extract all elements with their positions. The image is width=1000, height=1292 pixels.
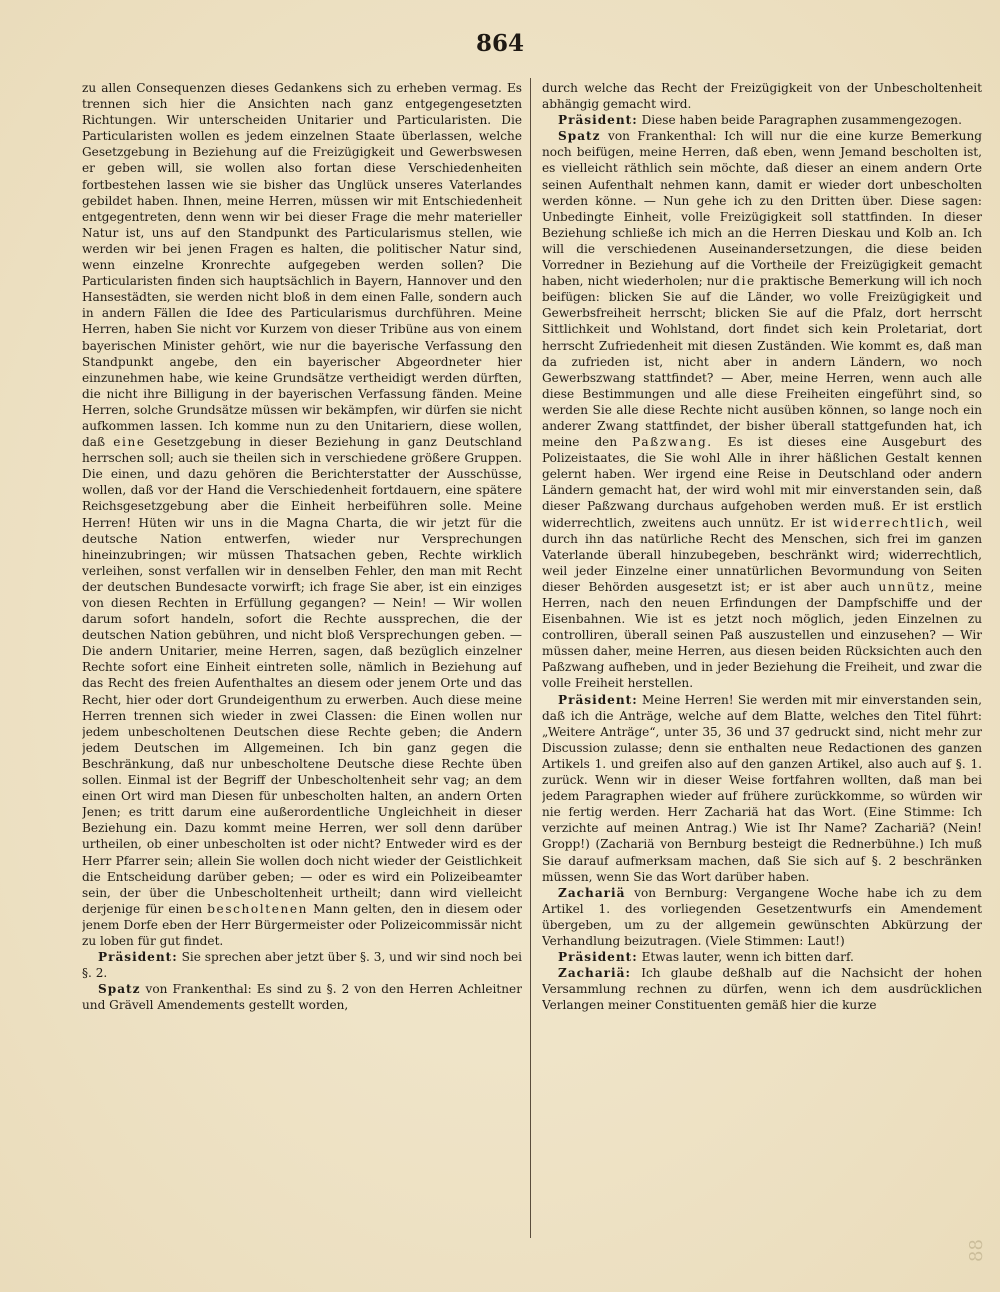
speech-text: meine Herren, nach den neuen Erfindungen der Dampfschiffe und der Eisenbahnen. Wie ist es jetzt noch möglich, jeden Einzelnen zu controlliren, überall seinen Paß auszustellen und einzusehen? — Wir müssen daher, meine Herren, aus diesen beiden Rücksichten auch den Paßzwang aufheben, und in jeder Beziehung die Freiheit, und zwar die volle Freiheit herstellen. (542, 579, 982, 691)
column-divider (530, 78, 531, 1238)
speaker-name: Spatz (558, 129, 601, 144)
speech-praesident (542, 112, 982, 128)
speech-text: von Bernburg: Vergangene Woche habe ich zu dem Artikel 1. des vorliegenden Gesetzentwurfs ein Amendement übergeben, um zu der allgemein gewünschten Abkürzung der Verhandlung beizutragen. (Viele Stimmen: Laut!) (542, 885, 982, 948)
speech-text: weil durch ihn das natürliche Recht des Menschen, sich frei im ganzen Vaterlande überall hinzubegeben, beschränkt wird; widerrechtlich, weil jeder Einzelne einer unnatürlichen Bevormundung von Seiten dieser Behörden ausgesetzt ist; er ist aber auch (542, 515, 982, 594)
emphasis-bescholtenen: bescholtenen (207, 901, 308, 916)
speaker-name: Zachariä: (558, 966, 631, 981)
speech-praesident (542, 949, 982, 965)
speech-zachariae (542, 965, 982, 1013)
speech-praesident (542, 692, 982, 885)
text-segment: Mann gelten, den in diesem oder jenem Dorfe eben der Herr Bürgermeister oder Polizeicommissär nicht zu loben für gut findet. (82, 901, 522, 948)
speech-spatz (82, 981, 522, 1013)
speaker-name: Präsident: (558, 113, 638, 128)
emphasis-passzwang: Paßzwang. (632, 435, 713, 450)
paragraph-continuation: durch welche das Recht der Freizügigkeit von der Unbescholtenheit abhängig gemacht wird. (542, 81, 982, 112)
left-column (82, 80, 522, 1275)
speaker-name: Zachariä (558, 885, 626, 900)
speaker-name: Spatz (98, 982, 141, 997)
speaker-name: Präsident: (98, 950, 178, 965)
right-column (542, 80, 982, 1275)
text-segment: Gesetzgebung in dieser Beziehung in ganz Deutschland herrschen soll; auch sie theilen sich in verschiedene größere Gruppen. Die einen, und dazu gehören die Berichterstatter der Ausschüsse, wollen, daß vor der Hand die Verschiedenheit fortdauern, eine spätere Reichsgesetzgebung aber die Einheit herbeiführen solle. Meine Herren! Hüten wir uns in die Magna Charta, die wir jetzt für die deutsche Nation entwerfen, wieder nur Versprechungen hineinzubringen; wir müssen Thatsachen geben, Rechte wirklich verleihen, sonst verfallen wir in denselben Fehler, den man mit Recht der deutschen Bundesacte vorwirft; ich frage Sie aber, ist ein einziges von diesen Rechten in Erfüllung gegangen? — Nein! — Wir wollen darum sofort handeln, sofort die Rechte aussprechen, die der deutschen Nation gebühren, und nicht bloß Versprechungen geben. — Die andern Unitarier, meine Herren, sagen, daß bezüglich einzelner Rechte sofort eine Einheit eintreten solle, nämlich in Beziehung auf das Recht des freien Aufenthaltes an diesem oder jenem Orte und das Recht, hier oder dort Grundeigenthum zu erwerben. Auch diese meine Herren trennen sich wieder in zwei Classen: die Einen wollen nur jedem unbescholtenen Deutschen diese Rechte geben; die Andern jedem Deutschen im Allgemeinen. Ich bin ganz gegen die Beschränkung, daß nur unbescholtene Deutsche diese Rechte üben sollen. Einmal ist der Begriff der Unbescholtenheit sehr vag; an dem einen Ort wird man Diesen für unbescholten halten, an andern Orten Jenen; es tritt darum eine außerordentliche Ungleichheit in dieser Beziehung ein. Dazu kommt meine Herren, wer soll denn darüber urtheilen, ob einer unbescholten ist oder nicht? Entweder wird es der Herr Pfarrer sein; allein Sie wollen doch nicht wieder der Geistlichkeit die Entscheidung darüber geben; — oder es wird ein Polizeibeamter sein, der über die Unbescholtenheit urtheilt; dann wird vielleicht derjenige für einen (82, 435, 522, 916)
speech-praesident (82, 949, 522, 981)
speech-spatz (542, 128, 982, 691)
paragraph-unitarier (82, 80, 522, 949)
speech-text: Diese haben beide Paragraphen zusammengezogen. (641, 113, 962, 128)
edge-mark: 88 (966, 1239, 988, 1262)
speech-text: Ich glaube deßhalb auf die Nachsicht der hohen Versammlung rechnen zu dürfen, wenn ich dem ausdrücklichen Verlangen meiner Constituenten gemäß hier die kurze (542, 966, 982, 1013)
emphasis-die: die (732, 274, 756, 289)
emphasis-eine: eine (113, 435, 146, 450)
speaker-name: Präsident: (558, 950, 638, 965)
speech-text: von Frankenthal: Ich will nur die eine kurze Bemerkung noch beifügen, meine Herren, daß eben, wenn Jemand bescholten ist, es vielleicht räthlich sein möchte, daß dieser an einem andern Orte seinen Aufenthalt nehmen kann, damit er wieder dort unbescholten werden könne. — Nun gehe ich zu den Dritten über. Diese sagen: Unbedingte Einheit, volle Freizügigkeit soll stattfinden. In dieser Beziehung schließe ich mich an die Herren Dieskau und Kolb an. Ich will die verschiedenen Auseinandersetzungen, die diese beiden Vorredner in Beziehung auf die Vortheile der Freizügigkeit gemacht haben, nicht wiederholen; nur (542, 129, 982, 289)
speaker-name: Präsident: (558, 692, 638, 707)
emphasis-widerrechtlich: widerrechtlich, (832, 515, 951, 530)
speech-zachariae (542, 885, 982, 949)
speech-text: Meine Herren! Sie werden mit mir einverstanden sein, daß ich die Anträge, welche auf dem Blatte, welches den Titel führt: „Weitere Anträge“, unter 35, 36 und 37 gedruckt sind, nicht mehr zur Discussion zulasse; denn sie enthalten neue Redactionen des ganzen Artikels 1. und greifen also auf den ganzen Artikel, also auch auf §. 1. zurück. Wenn wir in dieser Weise fortfahren wollten, daß man bei jedem Paragraphen wieder auf frühere zurückkomme, so würden wir nie fertig werden. Herr Zachariä hat das Wort. (Eine Stimme: Ich verzichte auf meinen Antrag.) Wie ist Ihr Name? Zachariä? (Nein! Gropp!) (Zachariä von Bernburg besteigt die Rednerbühne.) Ich muß Sie darauf aufmerksam machen, daß Sie sich auf §. 2 beschränken müssen, wenn Sie das Wort darüber haben. (542, 692, 982, 884)
speech-text: Etwas lauter, wenn ich bitten darf. (641, 950, 854, 965)
emphasis-unnuetz: unnütz, (878, 579, 936, 594)
speech-text: Sie sprechen aber jetzt über §. 3, und wir sind noch bei §. 2. (82, 950, 522, 981)
text-segment: zu allen Consequenzen dieses Gedankens sich zu erheben vermag. Es trennen sich hier die Ansichten nach ganz entgegengesetzten Richtungen. Wir unterscheiden Unitarier und Particularisten. Die Particularisten wollen es jedem einzelnen Staate überlassen, welche Gesetzgebung in Beziehung auf die Freizügigkeit und Gewerbswesen er geben will, sie wollen also fortan diese Verschiedenheiten fortbestehen lassen wie sie bisher das Unglück unseres Vaterlandes gebildet haben. Ihnen, meine Herren, müssen wir mit Entschiedenheit entgegentreten, denn wenn wir bei dieser Frage die mehr materieller Natur ist, uns auf den Standpunkt des Particularismus stellen, wie werden wir bei jenen Fragen es halten, die politischer Natur sind, wenn einzelne Kronrechte aufgegeben werden sollen? Die Particularisten finden sich hauptsächlich in Bayern, Hannover und den Hansestädten, sie werden nicht bloß in dem einen Falle, sondern auch in andern Fällen die Idee des Particularismus durchführen. Meine Herren, haben Sie nicht vor Kurzem von dieser Tribüne aus von einem bayerischen Minister gehört, wie nur die bayerische Verfassung den Standpunkt angebe, den ein bayerischer Abgeordneter hier einzunehmen habe, wie keine Grundsätze vertheidigt werden dürften, die nicht ihre Billigung in der bayerischen Verfassung fänden. Meine Herren, solche Grundsätze müssen wir bekämpfen, wir dürfen sie nicht aufkommen lassen. Ich komme nun zu den Unitariern, diese wollen, daß (82, 81, 522, 450)
page-number: 864 (475, 30, 524, 57)
speech-text: Es ist dieses eine Ausgeburt des Polizeistaates, die Sie wohl Alle in ihrer häßlichen Gestalt kennen gelernt haben. Wer irgend eine Reise in Deutschland oder andern Ländern gemacht hat, der wird wohl mit mir einverstanden sein, daß dieser Paßzwang durchaus aufgehoben werden muß. Er ist erstlich widerrechtlich, zweitens auch unnütz. Er ist (542, 435, 982, 530)
speech-text: von Frankenthal: Es sind zu §. 2 von den Herren Achleitner und Grävell Amendements gestellt worden, (82, 982, 522, 1013)
speech-text: praktische Bemerkung will ich noch beifügen: blicken Sie auf die Länder, wo volle Freizügigkeit und Gewerbsfreiheit herrscht; blicken Sie auf die Pfalz, dort herrscht Sittlichkeit und Wohlstand, dort findet sich kein Proletariat, dort herrscht Zufriedenheit mit diesen Zuständen. Wie kommt es, daß man da zufrieden ist, nicht aber in andern Ländern, wo noch Gewerbszwang stattfindet? — Aber, meine Herren, wenn auch alle diese Bestimmungen und alle diese Freiheiten eingeführt sind, so werden Sie alle diese Rechte nicht ausüben können, so lange noch ein anderer Zwang stattfindet, der bisher überall stattgefunden hat, ich meine den (542, 274, 982, 450)
